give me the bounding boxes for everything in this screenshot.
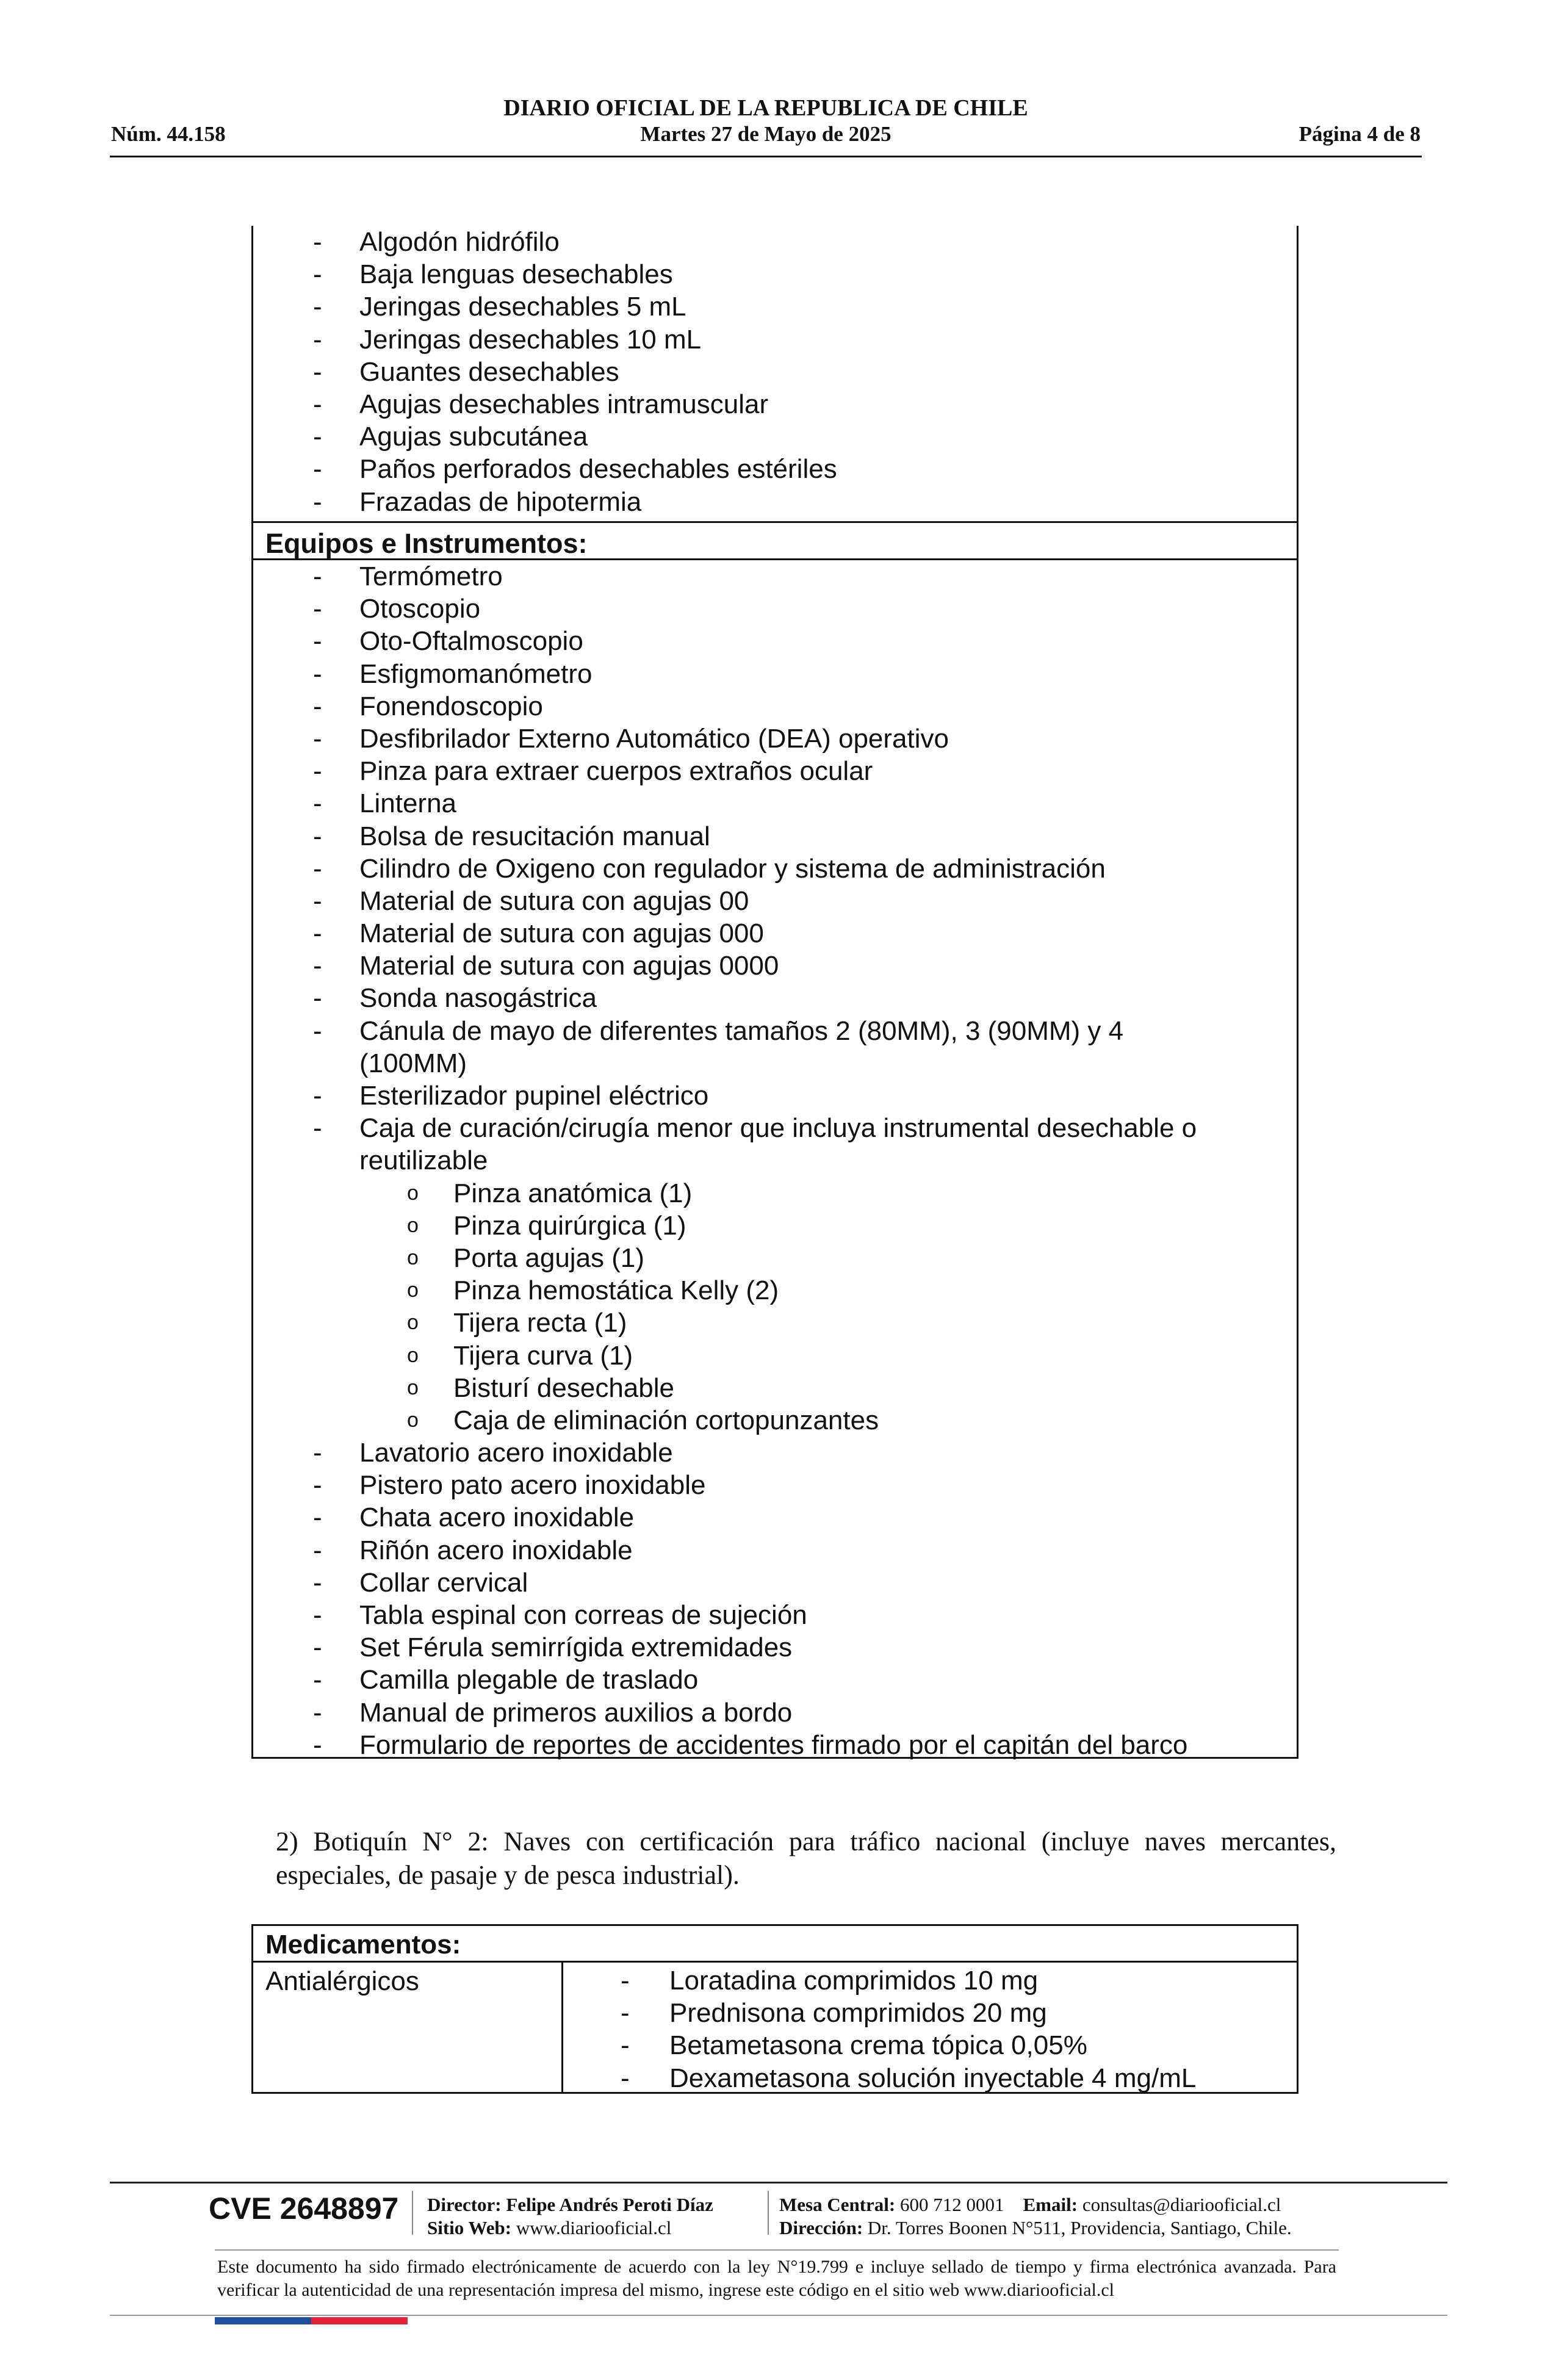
paragraph-text: 2) Botiquín N° 2: Naves con certificación para tráfico nacional (incluye naves mercantes, especiales, de pasaje y de pesca industrial). [276, 1826, 1336, 1890]
director-name: Felipe Andrés Peroti Díaz [506, 2194, 713, 2215]
list-item [253, 853, 1297, 885]
dash-bullet: - [313, 227, 322, 257]
list-item [253, 950, 1297, 982]
botiquin-2-paragraph [217, 1825, 1336, 1892]
issue-date: Martes 27 de Mayo de 2025 [640, 122, 891, 146]
dash-bullet: - [313, 1600, 322, 1630]
item-text: Bisturí desechable [453, 1372, 674, 1403]
item-text: Jeringas desechables 10 mL [359, 324, 702, 355]
dash-bullet: - [313, 1729, 322, 1760]
list-item [253, 388, 1297, 420]
item-text: Pinza hemostática Kelly (2) [453, 1275, 779, 1306]
list-item [253, 787, 1297, 820]
medications-header [253, 1926, 1297, 1963]
list-item [253, 1437, 1297, 1469]
dash-bullet: - [313, 1632, 322, 1663]
website-link[interactable]: www.diariooficial.cl [516, 2217, 672, 2238]
web-label: Sitio Web: [427, 2217, 512, 2238]
dash-bullet: - [313, 626, 322, 657]
list-item [253, 323, 1297, 356]
medications-table [251, 1924, 1298, 2094]
sub-list-item [253, 1210, 1297, 1242]
item-text: Frazadas de hipotermia [359, 486, 642, 517]
footer-contact-block [779, 2193, 1292, 2240]
item-text: Caja de curación/cirugía menor que incluya instrumental desechable o [359, 1113, 1197, 1144]
dash-bullet: - [313, 454, 322, 485]
list-item [253, 226, 1297, 258]
circle-bullet-icon: o [407, 1181, 419, 1205]
supplies-list [253, 226, 1297, 518]
list-item [253, 2029, 1297, 2061]
item-text: Fonendoscopio [359, 691, 543, 721]
flag-stripe-blue [215, 2317, 311, 2324]
item-text: Pinza anatómica (1) [453, 1178, 693, 1208]
footer-thin-divider [215, 2249, 1339, 2251]
dash-bullet: - [621, 1998, 630, 2028]
footer-divider [110, 2182, 1447, 2183]
sub-list-item [253, 1340, 1297, 1372]
item-text: Pinza para extraer cuerpos extraños ocular [359, 756, 873, 787]
list-item [253, 690, 1297, 723]
dash-bullet: - [313, 1697, 322, 1728]
item-text: Dexametasona solución inyectable 4 mg/mL [669, 2063, 1197, 2093]
dash-bullet: - [313, 1502, 322, 1533]
item-text: Tijera curva (1) [453, 1340, 633, 1371]
item-text: Material de sutura con agujas 00 [359, 885, 749, 916]
sub-list-item [253, 1404, 1297, 1437]
dash-bullet: - [313, 918, 322, 949]
item-text: Esfigmomanómetro [359, 658, 593, 689]
circle-bullet-icon: o [407, 1246, 419, 1269]
footer-director-block [427, 2193, 713, 2240]
list-item [253, 1047, 1297, 1080]
cve-code: CVE 2648897 [209, 2191, 399, 2226]
page-number: Página 4 de 8 [1298, 122, 1421, 146]
list-item [253, 420, 1297, 453]
list-item [253, 1501, 1297, 1534]
list-item [253, 486, 1297, 518]
dash-bullet: - [313, 951, 322, 981]
list-item [253, 1534, 1297, 1567]
list-item [253, 723, 1297, 755]
item-text: Sonda nasogástrica [359, 983, 597, 1014]
medication-list [253, 1964, 1297, 2094]
footer-bottom-divider [110, 2315, 1447, 2316]
flag-stripe-red [311, 2317, 408, 2324]
newspaper-title: DIARIO OFICIAL DE LA REPUBLICA DE CHILE [503, 95, 1028, 121]
address-text: Dr. Torres Boonen N°511, Providencia, Santiago, Chile. [867, 2217, 1292, 2238]
list-item [253, 1997, 1297, 2029]
dash-bullet: - [313, 356, 322, 387]
list-item [253, 2062, 1297, 2094]
item-text: Prednisona comprimidos 20 mg [669, 1998, 1047, 2028]
item-text: Formulario de reportes de accidentes firmado por el capitán del barco [359, 1729, 1188, 1760]
list-item [253, 1080, 1297, 1112]
list-item [253, 560, 1297, 593]
dash-bullet: - [621, 2063, 630, 2093]
dash-bullet: - [313, 756, 322, 787]
dash-bullet: - [313, 1567, 322, 1598]
item-text: Bolsa de resucitación manual [359, 821, 710, 851]
item-text: Material de sutura con agujas 000 [359, 918, 764, 949]
list-item [253, 1964, 1297, 1997]
item-text: Loratadina comprimidos 10 mg [669, 1966, 1039, 1996]
dash-bullet: - [313, 422, 322, 452]
dash-bullet: - [313, 389, 322, 419]
item-text: Esterilizador pupinel eléctrico [359, 1081, 709, 1111]
email-label: Email: [1023, 2194, 1078, 2215]
legal-notice: Este documento ha sido firmado electrónicamente de acuerdo con la ley N°19.799 e incluye sellado de tiempo y firma electrónica avanzada. Para verificar la autenticidad de una representación impresa del mismo, ingrese este código en el sitio web www.diariooficial.cl [217, 2257, 1336, 2300]
sub-list-item [253, 1242, 1297, 1274]
list-item [253, 1729, 1297, 1761]
dash-bullet: - [313, 594, 322, 624]
circle-bullet-icon: o [407, 1311, 419, 1335]
item-text: Material de sutura con agujas 0000 [359, 951, 779, 981]
item-text: Pistero pato acero inoxidable [359, 1470, 706, 1501]
dash-bullet: - [313, 324, 322, 355]
item-text: Riñón acero inoxidable [359, 1535, 633, 1565]
item-text: Chata acero inoxidable [359, 1502, 635, 1533]
dash-bullet: - [313, 1438, 322, 1468]
item-text: Agujas desechables intramuscular [359, 389, 769, 419]
dash-bullet: - [313, 486, 322, 517]
list-item [253, 982, 1297, 1014]
sub-list-item [253, 1177, 1297, 1210]
list-item [253, 885, 1297, 917]
item-text: Camilla plegable de traslado [359, 1665, 699, 1695]
dash-bullet: - [313, 788, 322, 819]
item-text: Agujas subcutánea [359, 422, 588, 452]
item-text: Guantes desechables [359, 356, 619, 387]
list-item [253, 1015, 1297, 1047]
item-text: Algodón hidrófilo [359, 227, 560, 257]
list-item [253, 1631, 1297, 1664]
dash-bullet: - [313, 658, 322, 689]
item-text: Tijera recta (1) [453, 1308, 627, 1338]
dash-bullet: - [313, 292, 322, 322]
list-item [253, 1599, 1297, 1631]
item-text: Porta agujas (1) [453, 1242, 645, 1273]
issue-number: Núm. 44.158 [111, 122, 226, 146]
header-divider [110, 156, 1422, 157]
item-text: Oto-Oftalmoscopio [359, 626, 583, 657]
footer-separator [768, 2191, 769, 2235]
list-item [253, 290, 1297, 323]
item-text: Betametasona crema tópica 0,05% [669, 2030, 1087, 2061]
phone-number: 600 712 0001 [900, 2194, 1004, 2215]
item-text: Set Férula semirrígida extremidades [359, 1632, 793, 1663]
item-text: Pinza quirúrgica (1) [453, 1210, 686, 1241]
dash-bullet: - [313, 561, 322, 591]
item-text: Manual de primeros auxilios a bordo [359, 1697, 793, 1728]
list-item [253, 453, 1297, 485]
list-item [253, 258, 1297, 290]
dash-bullet: - [313, 691, 322, 721]
list-item [253, 658, 1297, 690]
circle-bullet-icon: o [407, 1408, 419, 1432]
list-item [253, 755, 1297, 787]
list-item [253, 1469, 1297, 1501]
item-text: Paños perforados desechables estériles [359, 454, 837, 485]
item-text: Tabla espinal con correas de sujeción [359, 1600, 807, 1630]
list-item [253, 1112, 1297, 1144]
dash-bullet: - [313, 1470, 322, 1501]
category-antialergicos: Antialérgicos [265, 1966, 419, 1996]
director-label: Director: [427, 2194, 502, 2215]
sub-list-item [253, 1372, 1297, 1404]
item-text: Desfibrilador Externo Automático (DEA) operativo [359, 723, 949, 754]
dash-bullet: - [313, 1081, 322, 1111]
dash-bullet: - [313, 821, 322, 851]
mesa-label: Mesa Central: [779, 2194, 896, 2215]
item-text: Cilindro de Oxigeno con regulador y sistema de administración [359, 853, 1106, 884]
list-item [253, 917, 1297, 950]
list-item [253, 1664, 1297, 1696]
item-text: reutilizable [359, 1145, 488, 1176]
list-item [253, 1697, 1297, 1729]
dash-bullet: - [313, 983, 322, 1014]
circle-bullet-icon: o [407, 1278, 419, 1302]
dash-bullet: - [313, 885, 322, 916]
section-header-equipos [253, 521, 1297, 560]
item-text: (100MM) [359, 1048, 467, 1078]
list-item [253, 1144, 1297, 1177]
dash-bullet: - [621, 1966, 630, 1996]
address-label: Dirección: [779, 2217, 863, 2238]
supplies-table-continued [251, 226, 1298, 1759]
list-item [253, 625, 1297, 657]
item-text: Lavatorio acero inoxidable [359, 1438, 673, 1468]
item-text: Otoscopio [359, 594, 481, 624]
dash-bullet: - [313, 1535, 322, 1565]
section-title: Equipos e Instrumentos: [265, 528, 588, 559]
dash-bullet: - [313, 1113, 322, 1144]
sub-list-item [253, 1274, 1297, 1307]
sub-list-item [253, 1307, 1297, 1339]
dash-bullet: - [313, 1665, 322, 1695]
list-item [253, 820, 1297, 853]
item-text: Cánula de mayo de diferentes tamaños 2 (80MM), 3 (90MM) y 4 [359, 1015, 1124, 1046]
item-text: Collar cervical [359, 1567, 528, 1598]
equipment-list [253, 560, 1297, 1761]
medications-title: Medicamentos: [265, 1930, 461, 1960]
circle-bullet-icon: o [407, 1376, 419, 1399]
dash-bullet: - [313, 259, 322, 290]
dash-bullet: - [313, 853, 322, 884]
list-item [253, 356, 1297, 388]
item-text: Caja de eliminación cortopunzantes [453, 1405, 879, 1435]
circle-bullet-icon: o [407, 1213, 419, 1237]
dash-bullet: - [313, 1015, 322, 1046]
list-item [253, 1567, 1297, 1599]
item-text: Termómetro [359, 561, 503, 591]
dash-bullet: - [621, 2030, 630, 2061]
dash-bullet: - [313, 723, 322, 754]
item-text: Linterna [359, 788, 457, 819]
item-text: Jeringas desechables 5 mL [359, 292, 686, 322]
footer-separator [412, 2191, 413, 2235]
list-item [253, 593, 1297, 625]
email-link[interactable]: consultas@diariooficial.cl [1082, 2194, 1281, 2215]
item-text: Baja lenguas desechables [359, 259, 673, 290]
circle-bullet-icon: o [407, 1343, 419, 1367]
